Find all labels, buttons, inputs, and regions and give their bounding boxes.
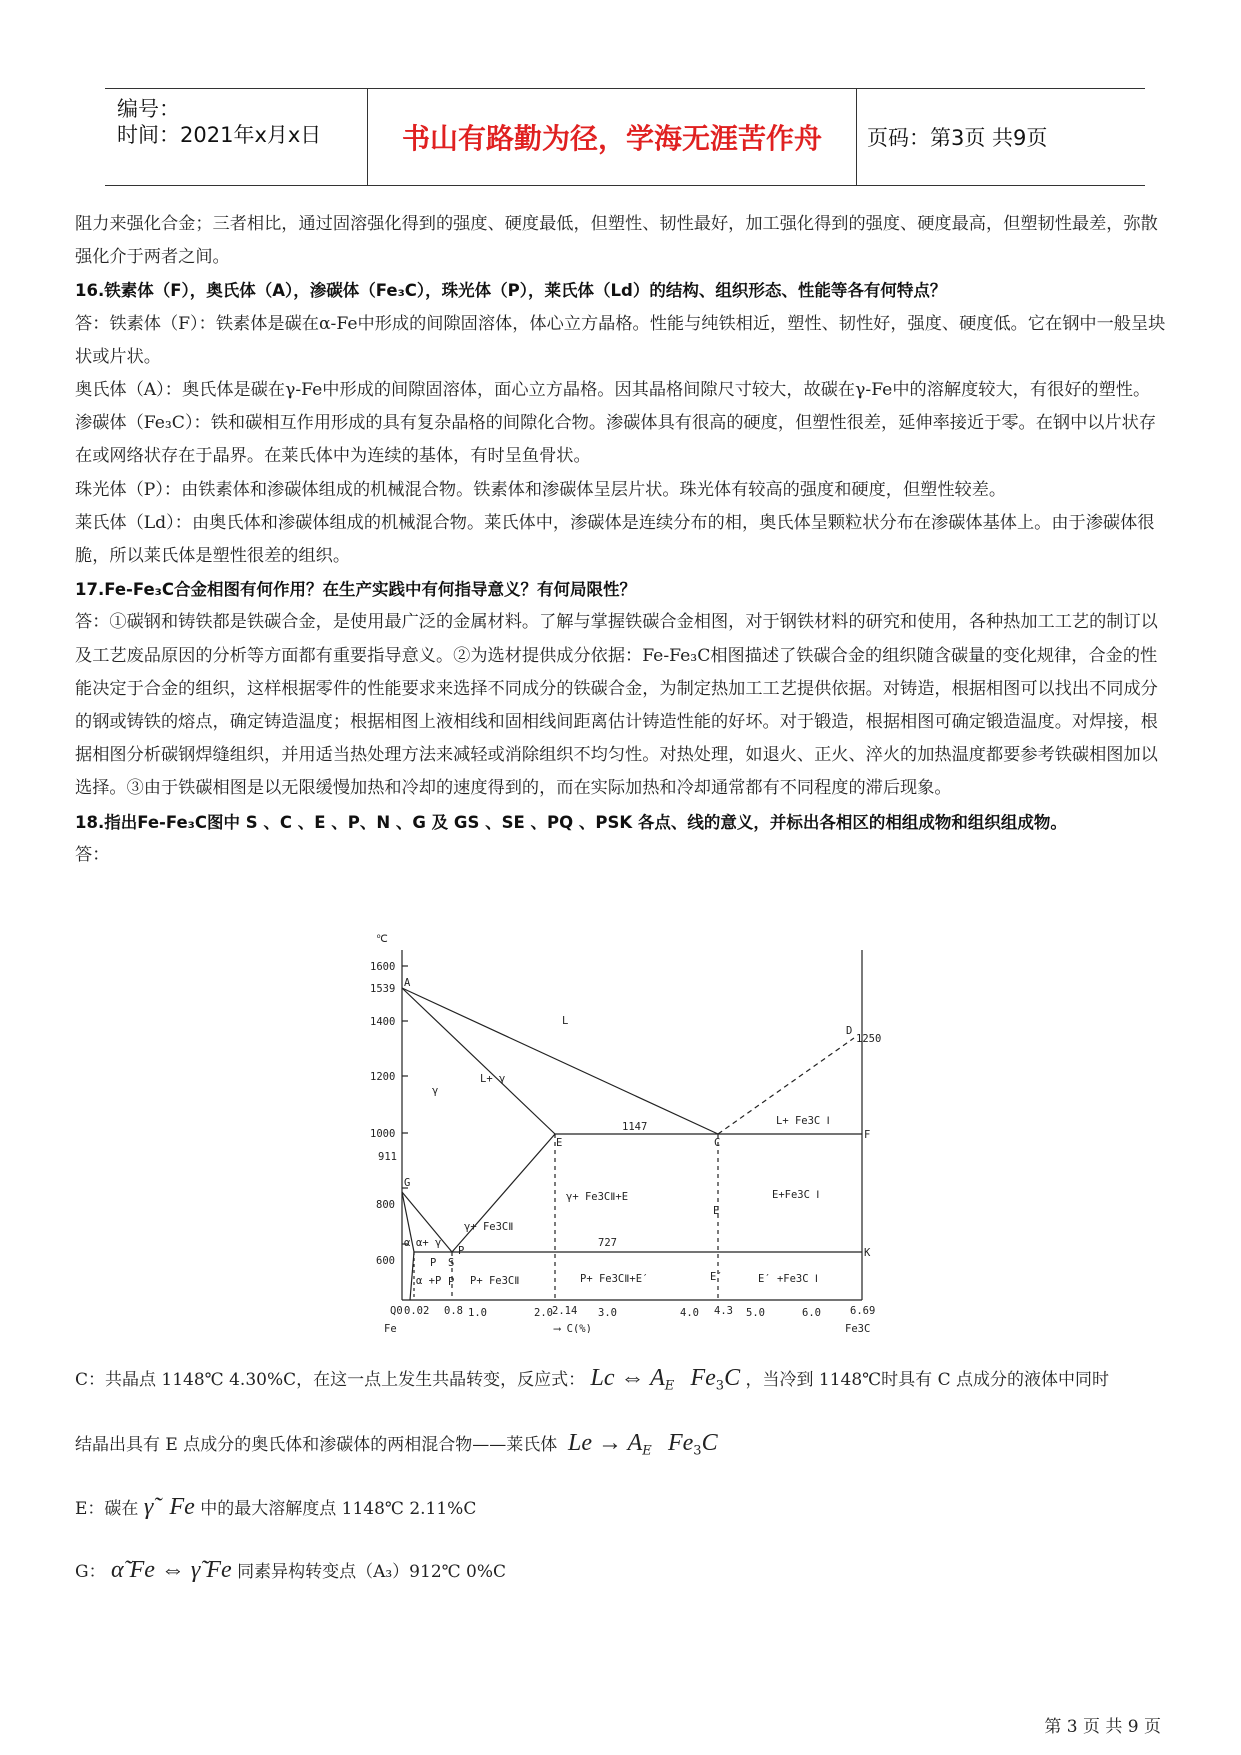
header-left-cell: [105, 89, 367, 185]
point-E: E: [556, 1137, 563, 1149]
question-17: 17.Fe-Fe₃C合金相图有何作用？在生产实践中有何指导意义？有何局限性？: [75, 580, 636, 600]
tick-label: 2.14: [552, 1305, 578, 1317]
region-e-prime-fe3c1: E′ +Fe3C Ⅰ: [758, 1273, 818, 1285]
text: ，当冷到 1148℃时具有 C 点成分的液体中同时: [745, 1370, 1109, 1390]
formula-sub: 3: [715, 1378, 725, 1394]
fe-fe3c-phase-diagram: [362, 928, 902, 1333]
tick-label: 0.02: [404, 1305, 430, 1317]
line-ES: [452, 1134, 555, 1252]
text: 结晶出具有 E 点成分的奥氏体和渗碳体的两相混合物——莱氏体: [75, 1435, 558, 1455]
text: C：共晶点 1148℃ 4.30%C，在这一点上发生共晶转变，反应式：: [75, 1370, 586, 1390]
answer-18-label: 答：: [75, 844, 110, 865]
fe3c-label: Fe3C: [845, 1323, 871, 1333]
point-P: P: [458, 1245, 465, 1257]
unit-label: ℃: [376, 933, 388, 945]
question-16: 16.铁素体（F），奥氏体（A），渗碳体（Fe₃C），珠光体（P），莱氏体（Ld）的结构、组织形态、性能等各有何特点？: [75, 281, 947, 301]
formula: C: [701, 1430, 718, 1456]
point-C: C: [714, 1137, 721, 1149]
tick-label: 1200: [370, 1071, 396, 1083]
region-e-fe3c1: E+Fe3C Ⅰ: [772, 1189, 820, 1201]
phase-diagram-svg: [362, 928, 902, 1333]
point-A: A: [404, 977, 411, 989]
time-label: 时间：2021年x月x日: [117, 123, 322, 147]
solidus-AE: [402, 988, 555, 1134]
answer-16-ferrite: 答：铁素体（F）：铁素体是碳在α-Fe中形成的间隙固溶体，体心立方晶格。性能与纯铁相近，塑性、韧性好，强度、硬度低。它在钢中一般呈块状或片状。: [75, 313, 1166, 367]
body-text: [75, 208, 1167, 872]
eutectoid-temp: 727: [598, 1237, 617, 1249]
tick-label: 1.0: [468, 1307, 487, 1319]
tick-label: 4.3: [714, 1305, 733, 1317]
text: G：: [75, 1562, 106, 1582]
region-alpha-gamma: α+ γ: [416, 1237, 442, 1249]
point-E-prime: E′: [710, 1271, 723, 1283]
motto: 书山有路勤为径，学海无涯苦作舟: [367, 89, 857, 185]
tick-label: 0.8: [444, 1305, 463, 1317]
region-gamma-fe3c2: γ+ Fe3CⅡ: [464, 1221, 514, 1233]
text: 中的最大溶解度点 1148℃ 2.11%C: [200, 1499, 477, 1519]
tick-label: 911: [378, 1151, 397, 1163]
answer-16-austenite: 奥氏体（A）：奥氏体是碳在γ-Fe中形成的间隙固溶体，面心立方晶格。因其晶格间隙尺寸较大，故碳在γ-Fe中的溶解度较大，有很好的塑性。: [75, 380, 1151, 401]
tick-label: 1539: [370, 983, 396, 995]
point-G-explanation: [75, 1557, 1167, 1584]
tick-label: 800: [376, 1199, 395, 1211]
page-label: 页码：第3页 共9页: [867, 126, 1048, 150]
region-P-sub: P: [448, 1276, 455, 1288]
formula: C: [724, 1365, 741, 1391]
formula: Le → A: [568, 1430, 643, 1456]
region-gamma-fe3c2-e: γ+ Fe3CⅡ+E: [566, 1191, 629, 1203]
serial-label: 编号：: [117, 97, 180, 121]
answer-16-cementite: 渗碳体（Fe₃C）：铁和碳相互作用形成的具有复杂晶格的间隙化合物。渗碳体具有很高的硬度，但塑性很差，延伸率接近于零。在钢中以片状存在或网络状存在于晶界。在莱氏体中为连续的基体，有时呈鱼骨状。: [75, 413, 1157, 467]
text: 同素异构转变点（A₃）912℃ 0%C: [237, 1562, 507, 1582]
eutectic-temp: 1147: [622, 1121, 648, 1133]
point-C-explanation: [75, 1365, 1167, 1393]
point-D: D: [846, 1025, 853, 1037]
answer-16-pearlite: 珠光体（P）：由铁素体和渗碳体组成的机械混合物。铁素体和渗碳体呈层片状。珠光体有较高的强度和硬度，但塑性较差。: [75, 479, 1007, 500]
region-L-fe3c: L+ Fe3C Ⅰ: [776, 1115, 830, 1127]
tick-label: 6.0: [802, 1307, 821, 1319]
fe-label: Fe: [384, 1323, 397, 1333]
tick-label: 1000: [370, 1128, 396, 1140]
tick-label: 1600: [370, 961, 396, 973]
formula: Fe: [690, 1365, 716, 1391]
tick-label: 4.0: [680, 1307, 699, 1319]
x-axis-label: ⟶ C(%): [554, 1323, 592, 1333]
region-L: L: [562, 1015, 569, 1027]
point-K: K: [864, 1247, 871, 1259]
region-alpha-p: α +P: [416, 1275, 442, 1287]
point-G: G: [404, 1177, 411, 1189]
point-E-mid: E: [713, 1205, 720, 1217]
formula-sub: E: [642, 1443, 652, 1459]
formula: α̃ Fe ⇔ γ̃ Fe: [111, 1557, 232, 1583]
region-p-fe3c2-e: P+ Fe3CⅡ+E′: [580, 1273, 649, 1285]
formula: Lc ⇔ A: [590, 1365, 665, 1391]
region-P: P: [430, 1257, 437, 1269]
formula: γ̃: [143, 1494, 154, 1520]
tick-label: 1400: [370, 1016, 396, 1028]
formula: Fe: [169, 1494, 195, 1520]
tick-label: 5.0: [746, 1307, 765, 1319]
point-D-temp: 1250: [856, 1033, 882, 1045]
text: E：碳在: [75, 1499, 139, 1519]
answer-17: 答：①碳钢和铸铁都是铁碳合金，是使用最广泛的金属材料。了解与掌握铁碳合金相图，对于钢铁材料的研究和使用，各种热加工工艺的制订以及工艺废品原因的分析等方面都有重要指导意义。②为选材提供成分依据：Fe-Fe₃C相图描述了铁碳合金的组织随含碳量的变化规律，合金的性能决定于合金的组织，这样根据零件的性能要求来选择不同成分的铁碳合金，为制定热加工工艺提供依据。对铸造，根据相图可以找出不同成分的钢或铸铁的熔点，确定铸造温度；根据相图上液相线和固相线间距离估计铸造性能的好坏。对于锻造，根据相图可确定锻造温度。对焊接，根据相图分析碳钢焊缝组织，并用适当热处理方法来减轻或消除组织不均匀性。对热处理，如退火、正火、淬火的加热温度都要参考铁碳相图加以选择。③由于铁碳相图是以无限缓慢加热和冷却的速度得到的，而在实际加热和冷却通常都有不同程度的滞后现象。: [75, 612, 1158, 799]
liquidus-AC: [402, 988, 718, 1134]
paragraph: 阻力来强化合金；三者相比，通过固溶强化得到的强度、硬度最低，但塑性、韧性最好，加工强化得到的强度、硬度最高，但塑韧性最差，弥散强化介于两者之间。: [75, 214, 1158, 268]
region-gamma: γ: [432, 1085, 439, 1097]
formula-sub: 3: [693, 1443, 702, 1459]
line-PQ: [410, 1252, 414, 1300]
region-p-fe3c2: P+ Fe3CⅡ: [470, 1275, 520, 1287]
question-18: 18.指出Fe-Fe₃C图中 S 、C 、E 、P、N 、G 及 GS 、SE 、PQ 、PSK 各点、线的意义，并标出各相区的相组成物和组织组成物。: [75, 812, 1067, 832]
page-header: [105, 88, 1145, 186]
tick-label: 3.0: [598, 1307, 617, 1319]
point-C-explanation-cont: [75, 1430, 1167, 1458]
page-footer: 第 3 页 共 9 页: [1044, 1717, 1161, 1737]
region-L-gamma: L+ γ: [480, 1073, 506, 1085]
tick-label: 2.0: [534, 1307, 553, 1319]
point-S: S: [448, 1257, 455, 1269]
tick-label: 6.69: [850, 1305, 876, 1317]
answer-16-ledeburite: 莱氏体（Ld）：由奥氏体和渗碳体组成的机械混合物。莱氏体中，渗碳体是连续分布的相，奥氏体呈颗粒状分布在渗碳体基体上。由于渗碳体很脆，所以莱氏体是塑性很差的组织。: [75, 512, 1155, 567]
tick-label: 600: [376, 1255, 395, 1267]
formula: Fe: [667, 1430, 694, 1456]
tick-label: Q0: [390, 1305, 403, 1317]
point-F: F: [864, 1129, 871, 1141]
point-E-explanation: [75, 1494, 1167, 1521]
formula-sub: E: [664, 1378, 675, 1394]
region-alpha: α: [404, 1237, 411, 1249]
